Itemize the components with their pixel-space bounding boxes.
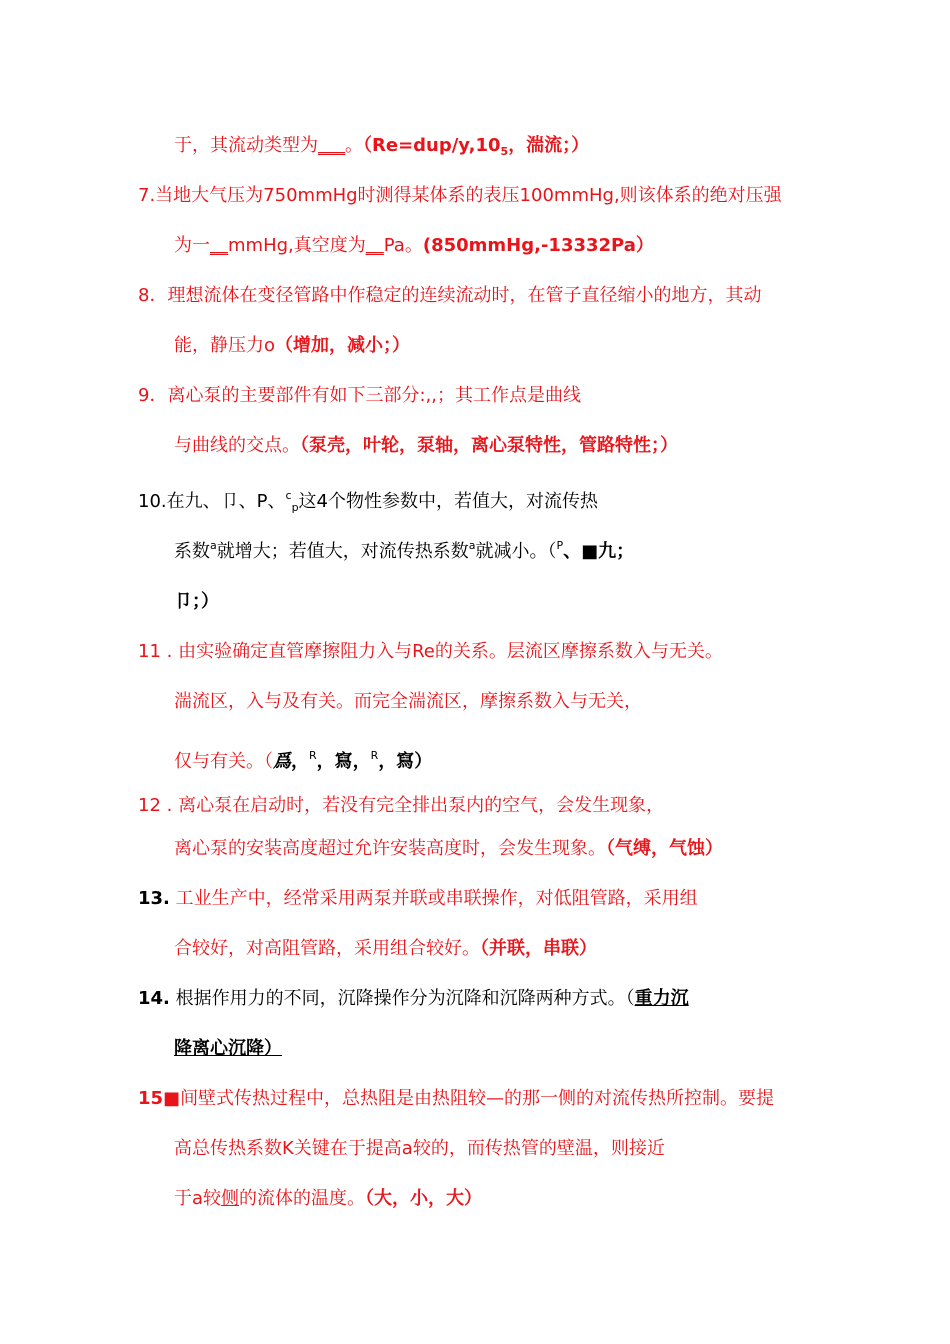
q9-line-1: 9．离心泵的主要部件有如下三部分:,,；其工作点是曲线: [138, 385, 581, 406]
q11-line-2: 湍流区，入与及有关。而完全湍流区，摩擦系数入与无关，: [174, 691, 642, 712]
q11-line-1: 11 . 由实验确定直管摩擦阻力入与Re的关系。层流区摩擦系数入与无关。: [138, 641, 723, 662]
q6-line-1: 于，其流动类型为___。（$Re=dup/y,10_5$，湍流；）: [174, 135, 590, 158]
q7-line-1: 7.当地大气压为750mmHg时测得某体系的表压100mmHg,则该体系的绝对压强: [138, 185, 782, 206]
q8-line-1: 8．理想流体在变径管路中作稳定的连续流动时，在管子直径缩小的地方，其动: [138, 285, 762, 306]
q10-line-1: 10.在九、卩、P、$^c_p$这4个物性参数中，若值大，对流传热: [138, 489, 598, 514]
q9-line-2: 与曲线的交点。（泵壳，叶轮，泵轴，离心泵特性，管路特性；）: [174, 435, 678, 456]
q10-line-3: 卩；）: [174, 591, 219, 612]
q13-line-2: 合较好，对高阻管路，采用组合较好。（并联，串联）: [174, 938, 597, 959]
q15-line-1: 15■间壁式传热过程中，总热阻是由热阻较—的那一侧的对流传热所控制。要提: [138, 1088, 775, 1109]
q14-line-2: 降离心沉降）: [174, 1038, 282, 1059]
q8-line-2: 能，静压力o（增加，减小；）: [174, 335, 411, 356]
q10-line-2: 系数$^a$就增大；若值大，对流传热系数$^a$就减小。（$^P$、■九；: [174, 539, 635, 562]
q11-line-3: 仅与有关。（爲，$^R$，寫，$^R$，寫）: [174, 749, 433, 772]
q15-line-3: 于a较侧的流体的温度。（大，小，大）: [174, 1188, 483, 1209]
q13-line-1: 13. 工业生产中，经常采用两泵并联或串联操作，对低阻管路，采用组: [138, 888, 698, 909]
q12-line-2: 离心泵的安装高度超过允许安装高度时，会发生现象。（气缚，气蚀）: [174, 838, 723, 859]
q15-line-2: 高总传热系数K关键在于提高a较的，而传热管的壁温，则接近: [174, 1138, 665, 1159]
q7-line-2: 为一__mmHg,真空度为__Pa。(850mmHg,-13332Pa）: [174, 235, 654, 256]
q14-line-1: 14. 根据作用力的不同，沉降操作分为沉降和沉降两种方式。（重力沉: [138, 988, 689, 1009]
q12-line-1: 12 . 离心泵在启动时，若没有完全排出泵内的空气，会发生现象，: [138, 795, 665, 816]
